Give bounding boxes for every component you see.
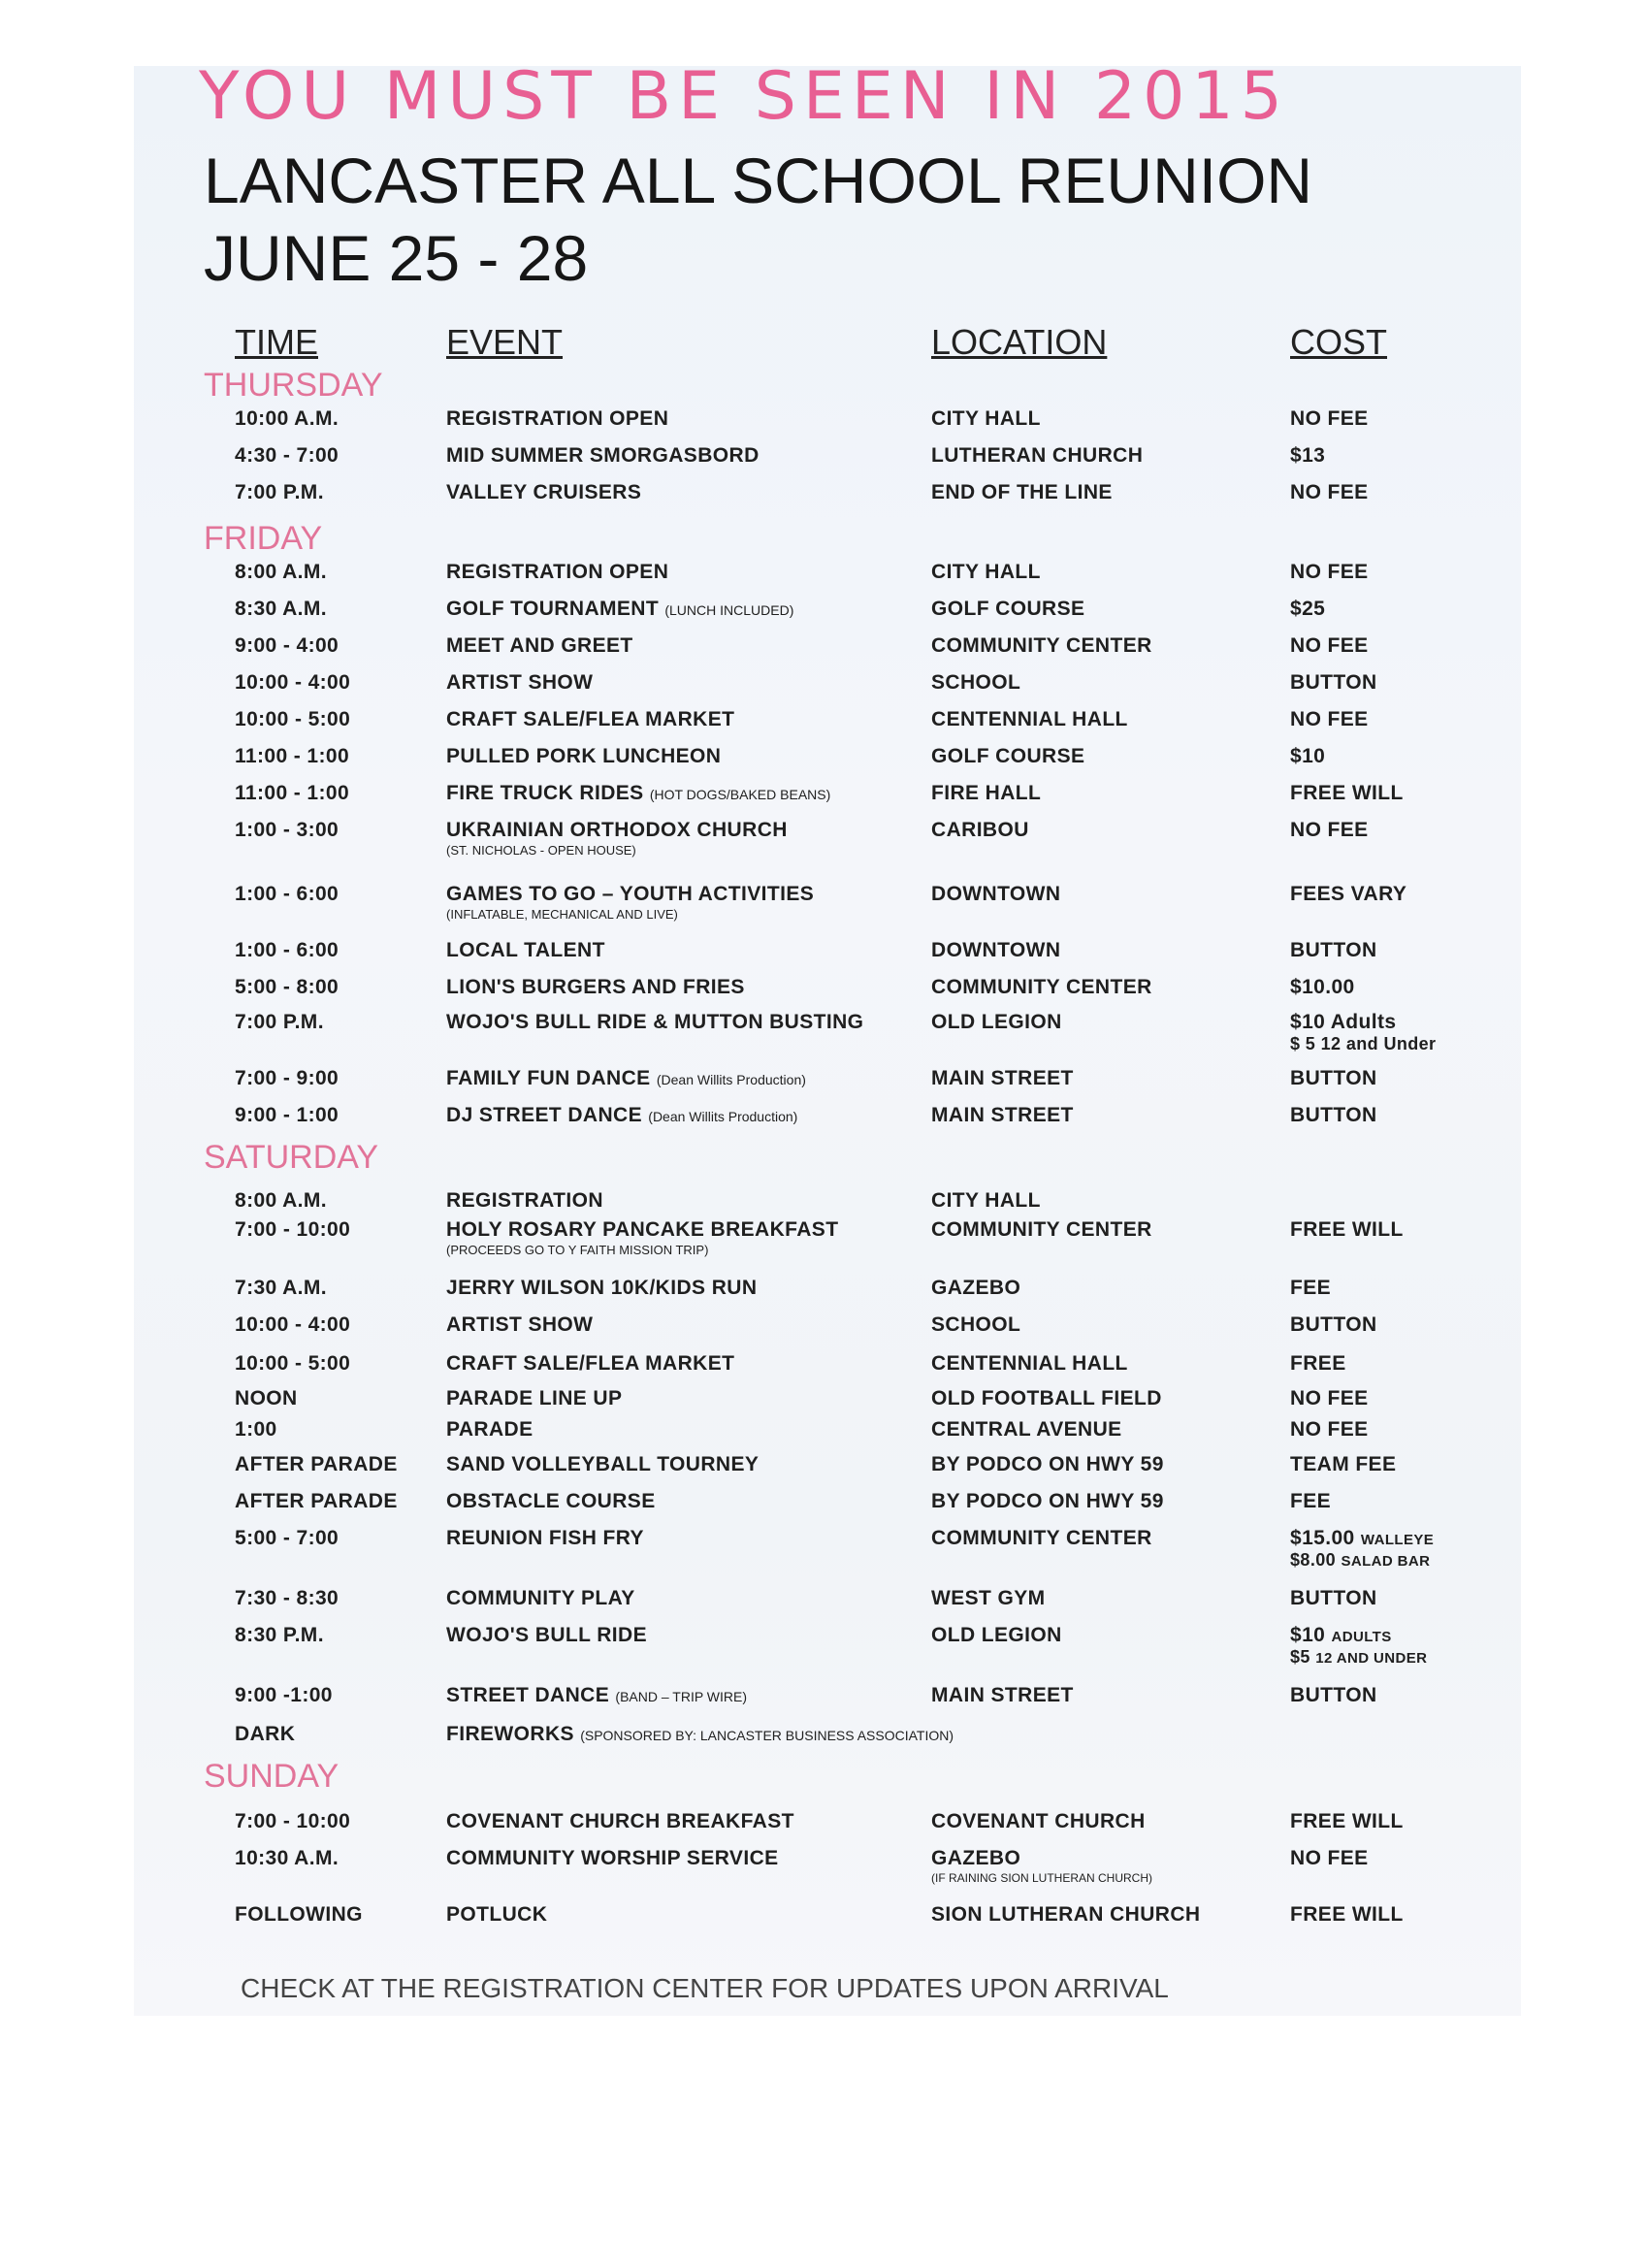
- event-detail: (BAND – TRIP WIRE): [615, 1689, 748, 1704]
- event-name: [446, 1277, 757, 1300]
- location-name: CENTENNIAL HALL: [931, 1352, 1128, 1375]
- cost-value: FREE WILL: [1290, 1810, 1404, 1832]
- event-time: 8:30 A.M.: [235, 598, 328, 620]
- location-name: BY PODCO ON HWY 59: [931, 1490, 1164, 1512]
- event-location: [931, 1189, 1041, 1213]
- event-title: PARADE LINE UP: [446, 1387, 623, 1409]
- event-time: 11:00 - 1:00: [235, 745, 350, 767]
- cost-value: NO FEE: [1290, 481, 1369, 503]
- event-name: [446, 444, 760, 468]
- event-cost: [1290, 1418, 1369, 1442]
- event-time: 10:00 A.M.: [235, 407, 340, 430]
- event-time: AFTER PARADE: [235, 1453, 398, 1475]
- event-cost: [1290, 1684, 1377, 1707]
- event-time: 9:00 -1:00: [235, 1684, 333, 1706]
- location-name: COMMUNITY CENTER: [931, 1527, 1152, 1549]
- event-time: 5:00 - 8:00: [235, 976, 340, 998]
- location-name: COVENANT CHURCH: [931, 1810, 1146, 1832]
- event-title: SAND VOLLEYBALL TOURNEY: [446, 1453, 760, 1475]
- event-time: 7:00 P.M.: [235, 481, 324, 503]
- event-title: REUNION FISH FRY: [446, 1527, 644, 1549]
- event-name: [446, 561, 668, 584]
- cost-value: NO FEE: [1290, 708, 1369, 730]
- event-cost: [1290, 1104, 1377, 1127]
- event-location: [931, 1624, 1062, 1647]
- event-time: 1:00 - 6:00: [235, 883, 340, 905]
- location-name: SION LUTHERAN CHURCH: [931, 1903, 1201, 1926]
- event-time: AFTER PARADE: [235, 1490, 398, 1512]
- location-name: CENTENNIAL HALL: [931, 708, 1128, 730]
- event-title: MEET AND GREET: [446, 634, 633, 657]
- tagline: YOU MUST BE SEEN IN 2015: [199, 58, 1289, 135]
- event-name: [446, 1490, 656, 1513]
- event-title: WOJO'S BULL RIDE: [446, 1624, 648, 1646]
- event-location: [931, 481, 1113, 504]
- event-name: [446, 1067, 806, 1090]
- event-time: 9:00 - 1:00: [235, 1104, 340, 1126]
- event-title: COMMUNITY PLAY: [446, 1587, 635, 1609]
- location-name: GOLF COURSE: [931, 598, 1085, 620]
- day-heading: SUNDAY: [204, 1758, 340, 1795]
- cost-value: NO FEE: [1290, 1847, 1369, 1869]
- location-name: GAZEBO: [931, 1277, 1021, 1299]
- event-name: [446, 1453, 759, 1476]
- event-detail: (SPONSORED BY: LANCASTER BUSINESS ASSOCIATION): [580, 1728, 954, 1743]
- event-location: [931, 939, 1060, 962]
- event-time: 10:00 - 5:00: [235, 1352, 351, 1375]
- location-name: END OF THE LINE: [931, 481, 1113, 503]
- event-time: 8:00 A.M.: [235, 561, 328, 583]
- event-name: [446, 634, 633, 658]
- location-name: MAIN STREET: [931, 1104, 1074, 1126]
- event-title: DJ STREET DANCE: [446, 1104, 643, 1126]
- location-name: COMMUNITY CENTER: [931, 634, 1152, 657]
- event-time: 8:00 A.M.: [235, 1189, 328, 1212]
- event-location: [931, 1277, 1020, 1300]
- location-name: MAIN STREET: [931, 1684, 1074, 1706]
- event-location: [931, 561, 1041, 584]
- event-location: [931, 1011, 1062, 1034]
- event-location: [931, 1903, 1201, 1927]
- cost-value: FREE: [1290, 1352, 1346, 1375]
- cost-detail: ADULTS: [1331, 1629, 1392, 1645]
- event-cost: [1290, 1387, 1369, 1410]
- location-name: BY PODCO ON HWY 59: [931, 1453, 1164, 1475]
- cost-value: $10: [1290, 745, 1326, 767]
- event-name: [446, 407, 668, 431]
- cost-second-line: [1290, 1034, 1436, 1054]
- cost-value: $13: [1290, 444, 1326, 467]
- cost-value: TEAM FEE: [1290, 1453, 1397, 1475]
- event-title: PARADE: [446, 1418, 534, 1441]
- event-location: [931, 1587, 1046, 1610]
- event-location: [931, 745, 1084, 768]
- event-location: [931, 1313, 1020, 1337]
- column-header-event: EVENT: [446, 322, 564, 362]
- event-name: [446, 598, 793, 621]
- event-cost: [1290, 782, 1404, 805]
- event-location: [931, 819, 1029, 842]
- location-name: CENTRAL AVENUE: [931, 1418, 1122, 1441]
- day-heading: THURSDAY: [204, 367, 383, 404]
- location-name: LUTHERAN CHURCH: [931, 444, 1144, 467]
- cost-value-2: $8.00: [1290, 1550, 1337, 1570]
- event-name: [446, 939, 605, 962]
- cost-value: $10: [1290, 1624, 1326, 1646]
- cost-value: NO FEE: [1290, 407, 1369, 430]
- cost-value: NO FEE: [1290, 634, 1369, 657]
- event-cost: [1290, 1587, 1377, 1610]
- event-location: [931, 976, 1152, 999]
- event-location: [931, 1810, 1146, 1833]
- column-header-location: LOCATION: [931, 322, 1108, 362]
- event-note: (INFLATABLE, MECHANICAL AND LIVE): [446, 907, 678, 922]
- footer-note: CHECK AT THE REGISTRATION CENTER FOR UPDATES UPON ARRIVAL: [241, 1973, 1169, 2003]
- event-title: FIREWORKS: [446, 1723, 574, 1745]
- event-time: 7:30 A.M.: [235, 1277, 328, 1299]
- day-heading: FRIDAY: [204, 520, 323, 557]
- location-name: OLD LEGION: [931, 1011, 1062, 1033]
- location-name: FIRE HALL: [931, 782, 1042, 804]
- event-time: 1:00 - 3:00: [235, 819, 340, 841]
- event-time: 7:00 - 9:00: [235, 1067, 340, 1089]
- event-cost: [1290, 1218, 1404, 1242]
- column-header-cost: COST: [1290, 322, 1388, 362]
- event-name: [446, 1352, 734, 1376]
- cost-value: BUTTON: [1290, 671, 1377, 694]
- event-cost: [1290, 1490, 1331, 1513]
- event-name: [446, 1723, 954, 1746]
- cost-value: FEES VARY: [1290, 883, 1407, 905]
- cost-value: $15.00: [1290, 1527, 1355, 1549]
- event-title: REGISTRATION: [446, 1189, 603, 1212]
- event-time: 7:00 - 10:00: [235, 1218, 351, 1241]
- cost-value: BUTTON: [1290, 1587, 1377, 1609]
- event-title: JERRY WILSON 10K/KIDS RUN: [446, 1277, 758, 1299]
- event-name: [446, 976, 745, 999]
- event-time: 5:00 - 7:00: [235, 1527, 340, 1549]
- event-location: [931, 1847, 1152, 1885]
- cost-value: NO FEE: [1290, 819, 1369, 841]
- event-detail: (Dean Willits Production): [648, 1109, 798, 1124]
- location-name: CITY HALL: [931, 1189, 1041, 1212]
- event-cost: [1290, 939, 1377, 962]
- event-detail: (LUNCH INCLUDED): [664, 602, 794, 618]
- event-detail: (Dean Willits Production): [656, 1072, 806, 1087]
- event-note: (ST. NICHOLAS - OPEN HOUSE): [446, 843, 636, 858]
- event-time: 1:00 - 6:00: [235, 939, 340, 961]
- event-time: FOLLOWING: [235, 1903, 363, 1926]
- cost-detail-2: SALAD BAR: [1341, 1553, 1431, 1570]
- event-time: 10:00 - 4:00: [235, 671, 351, 694]
- event-cost: [1290, 598, 1325, 621]
- cost-value: FEE: [1290, 1277, 1332, 1299]
- event-title: WOJO'S BULL RIDE & MUTTON BUSTING: [446, 1011, 864, 1033]
- event-name: [446, 1011, 863, 1034]
- event-cost: [1290, 1810, 1404, 1833]
- cost-value: $10.00: [1290, 976, 1355, 998]
- event-name: [446, 1418, 534, 1442]
- event-time: NOON: [235, 1387, 298, 1409]
- event-cost: [1290, 883, 1406, 906]
- event-cost: [1290, 671, 1377, 695]
- event-title: POTLUCK: [446, 1903, 548, 1926]
- event-title: LION'S BURGERS AND FRIES: [446, 976, 745, 998]
- location-name: COMMUNITY CENTER: [931, 976, 1152, 998]
- event-location: [931, 1387, 1162, 1410]
- event-cost: [1290, 1624, 1427, 1668]
- event-title: STREET DANCE: [446, 1684, 610, 1706]
- event-title: OBSTACLE COURSE: [446, 1490, 656, 1512]
- cost-detail: WALLEYE: [1360, 1532, 1435, 1548]
- location-name: CITY HALL: [931, 561, 1041, 583]
- event-location: [931, 671, 1020, 695]
- event-cost: [1290, 819, 1369, 842]
- location-name: GAZEBO: [931, 1847, 1021, 1869]
- event-location: [931, 883, 1060, 906]
- event-time: 8:30 P.M.: [235, 1624, 324, 1646]
- location-name: SCHOOL: [931, 1313, 1021, 1336]
- event-cost: [1290, 481, 1369, 504]
- event-name: [446, 1684, 747, 1707]
- cost-value: $10 Adults: [1290, 1011, 1397, 1033]
- location-note: (IF RAINING SION LUTHERAN CHURCH): [931, 1871, 1153, 1885]
- event-name: [446, 1903, 547, 1927]
- event-cost: [1290, 745, 1325, 768]
- event-name: [446, 1810, 794, 1833]
- event-title: CRAFT SALE/FLEA MARKET: [446, 1352, 735, 1375]
- location-name: MAIN STREET: [931, 1067, 1074, 1089]
- event-time: 4:30 - 7:00: [235, 444, 340, 467]
- event-title: REGISTRATION OPEN: [446, 407, 669, 430]
- event-location: [931, 1104, 1074, 1127]
- event-name: [446, 1218, 838, 1257]
- cost-value: $25: [1290, 598, 1326, 620]
- cost-detail-2: 12 AND UNDER: [1315, 1650, 1428, 1667]
- event-time: 9:00 - 4:00: [235, 634, 340, 657]
- event-name: [446, 745, 721, 768]
- location-name: SCHOOL: [931, 671, 1021, 694]
- event-title: COVENANT CHURCH BREAKFAST: [446, 1810, 794, 1832]
- event-title: FAMILY FUN DANCE: [446, 1067, 651, 1089]
- event-title: PULLED PORK LUNCHEON: [446, 745, 722, 767]
- event-time: 11:00 - 1:00: [235, 782, 350, 804]
- event-cost: [1290, 444, 1325, 468]
- event-location: [931, 1067, 1074, 1090]
- cost-value: BUTTON: [1290, 1313, 1377, 1336]
- event-cost: [1290, 634, 1369, 658]
- event-name: [446, 1624, 647, 1647]
- event-time: 10:30 A.M.: [235, 1847, 340, 1869]
- cost-value-2: $ 5 12 and Under: [1290, 1034, 1437, 1053]
- day-heading: SATURDAY: [204, 1139, 379, 1176]
- event-location: [931, 782, 1041, 805]
- event-time: 10:00 - 4:00: [235, 1313, 351, 1336]
- cost-value-2: $5: [1290, 1647, 1310, 1667]
- event-name: [446, 1313, 593, 1337]
- event-title: HOLY ROSARY PANCAKE BREAKFAST: [446, 1218, 839, 1241]
- event-name: [446, 1587, 635, 1610]
- cost-value: FEE: [1290, 1490, 1332, 1512]
- page-title: LANCASTER ALL SCHOOL REUNION: [204, 145, 1313, 216]
- event-time: 7:00 P.M.: [235, 1011, 324, 1033]
- cost-value: NO FEE: [1290, 561, 1369, 583]
- event-cost: [1290, 407, 1369, 431]
- event-cost: [1290, 1903, 1404, 1927]
- event-location: [931, 1527, 1152, 1550]
- cost-value: BUTTON: [1290, 1067, 1377, 1089]
- event-detail: (HOT DOGS/BAKED BEANS): [649, 787, 831, 802]
- event-dates: JUNE 25 - 28: [204, 222, 589, 294]
- event-title: GAMES TO GO – YOUTH ACTIVITIES: [446, 883, 815, 905]
- event-cost: [1290, 1067, 1377, 1090]
- location-name: DOWNTOWN: [931, 883, 1061, 905]
- event-name: [446, 1104, 797, 1127]
- location-name: CARIBOU: [931, 819, 1029, 841]
- event-cost: [1290, 1313, 1377, 1337]
- cost-value: FREE WILL: [1290, 782, 1404, 804]
- event-location: [931, 1218, 1152, 1242]
- event-title: ARTIST SHOW: [446, 671, 594, 694]
- event-name: [446, 1527, 644, 1550]
- event-title: VALLEY CRUISERS: [446, 481, 642, 503]
- event-name: [446, 481, 641, 504]
- event-title: UKRAINIAN ORTHODOX CHURCH: [446, 819, 788, 841]
- event-location: [931, 1352, 1128, 1376]
- event-time: 7:30 - 8:30: [235, 1587, 340, 1609]
- cost-second-line: [1290, 1550, 1434, 1571]
- event-time: 10:00 - 5:00: [235, 708, 351, 730]
- cost-value: BUTTON: [1290, 939, 1377, 961]
- event-title: GOLF TOURNAMENT: [446, 598, 660, 620]
- cost-value: BUTTON: [1290, 1684, 1377, 1706]
- event-cost: [1290, 708, 1369, 731]
- event-location: [931, 634, 1152, 658]
- event-name: [446, 708, 734, 731]
- event-name: [446, 782, 830, 805]
- event-location: [931, 1490, 1164, 1513]
- event-title: FIRE TRUCK RIDES: [446, 782, 644, 804]
- event-location: [931, 1453, 1164, 1476]
- cost-value: NO FEE: [1290, 1387, 1369, 1409]
- event-name: [446, 671, 593, 695]
- event-title: CRAFT SALE/FLEA MARKET: [446, 708, 735, 730]
- event-cost: [1290, 1847, 1369, 1870]
- event-name: [446, 883, 814, 922]
- event-location: [931, 708, 1128, 731]
- column-header-time: TIME: [235, 322, 318, 362]
- event-cost: [1290, 1453, 1396, 1476]
- event-name: [446, 819, 788, 858]
- event-cost: [1290, 1011, 1436, 1054]
- cost-value: BUTTON: [1290, 1104, 1377, 1126]
- location-name: OLD LEGION: [931, 1624, 1062, 1646]
- location-name: CITY HALL: [931, 407, 1041, 430]
- event-time: 1:00: [235, 1418, 277, 1441]
- event-cost: [1290, 976, 1355, 999]
- event-note: (PROCEEDS GO TO Y FAITH MISSION TRIP): [446, 1243, 709, 1257]
- event-time: DARK: [235, 1723, 296, 1745]
- event-cost: [1290, 561, 1369, 584]
- location-name: COMMUNITY CENTER: [931, 1218, 1152, 1241]
- event-location: [931, 598, 1084, 621]
- event-location: [931, 407, 1041, 431]
- location-name: GOLF COURSE: [931, 745, 1085, 767]
- event-title: MID SUMMER SMORGASBORD: [446, 444, 760, 467]
- event-name: [446, 1847, 779, 1870]
- cost-value: FREE WILL: [1290, 1903, 1404, 1926]
- event-cost: [1290, 1527, 1434, 1571]
- event-location: [931, 1684, 1074, 1707]
- cost-second-line: [1290, 1647, 1427, 1668]
- event-name: [446, 1387, 622, 1410]
- event-cost: [1290, 1277, 1331, 1300]
- event-name: [446, 1189, 603, 1213]
- event-location: [931, 1418, 1122, 1442]
- location-name: OLD FOOTBALL FIELD: [931, 1387, 1162, 1409]
- location-name: DOWNTOWN: [931, 939, 1061, 961]
- event-title: REGISTRATION OPEN: [446, 561, 669, 583]
- cost-value: FREE WILL: [1290, 1218, 1404, 1241]
- event-cost: [1290, 1352, 1346, 1376]
- event-title: LOCAL TALENT: [446, 939, 605, 961]
- event-location: [931, 444, 1143, 468]
- cost-value: NO FEE: [1290, 1418, 1369, 1441]
- event-title: COMMUNITY WORSHIP SERVICE: [446, 1847, 779, 1869]
- event-time: 7:00 - 10:00: [235, 1810, 351, 1832]
- location-name: WEST GYM: [931, 1587, 1046, 1609]
- event-title: ARTIST SHOW: [446, 1313, 594, 1336]
